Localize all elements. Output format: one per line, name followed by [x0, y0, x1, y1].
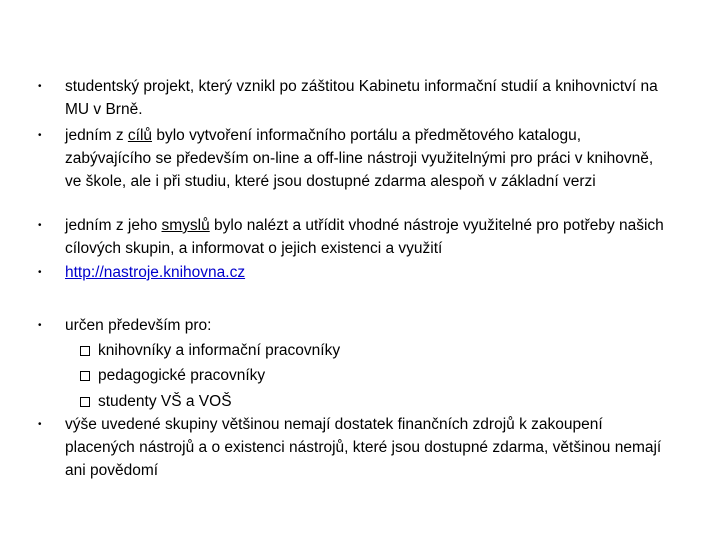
checkbox-square-icon: [80, 397, 90, 407]
underlined-purpose: smyslů: [161, 217, 210, 234]
checkbox-square-icon: [80, 346, 90, 356]
website-link[interactable]: http://nastroje.knihovna.cz: [65, 264, 246, 281]
bullet-marker: •: [38, 81, 42, 92]
bullet-marker: •: [38, 320, 42, 331]
bullet-text-intended: určen především pro:: [65, 317, 212, 334]
bullet-text-project: studentský projekt, který vznikl po záštitou Kabinetu informační studií a knihovnictví na MU v Brně.: [65, 78, 658, 118]
bullet-marker: •: [38, 419, 42, 430]
sub-list-item: pedagogické pracovníky: [80, 363, 265, 388]
bullet-text-purpose: jedním z jeho smyslů bylo nalézt a utřídit vhodné nástroje využitelné pro potřeby našich cílových skupin, a informovat o jejich existenci a využití: [65, 217, 664, 257]
bullet-text-url: [65, 261, 665, 284]
sub-list-item: knihovníky a informační pracovníky: [80, 338, 340, 363]
bullet-marker: •: [38, 267, 42, 278]
bullet-text-funding: výše uvedené skupiny většinou nemají dostatek finančních zdrojů k zakoupení placených nástrojů a o existenci nástrojů, které jsou dostupné zdarma, většinou nemají ani povědomí: [65, 416, 662, 479]
underlined-goals: cílů: [127, 127, 153, 144]
bullet-marker: •: [38, 130, 42, 141]
bullet-text-goals: jedním z cílů bylo vytvoření informačního portálu a předmětového katalogu, zabývajícího se především on-line a off-line nástroji využitelnými pro práci v knihovně, ve škole, ale i při studiu, které jsou dostupné zdarma alespoň v základní verzi: [65, 127, 654, 190]
sub-list-item: studenty VŠ a VOŠ: [80, 389, 232, 414]
bullet-marker: •: [38, 220, 42, 231]
checkbox-square-icon: [80, 371, 90, 381]
